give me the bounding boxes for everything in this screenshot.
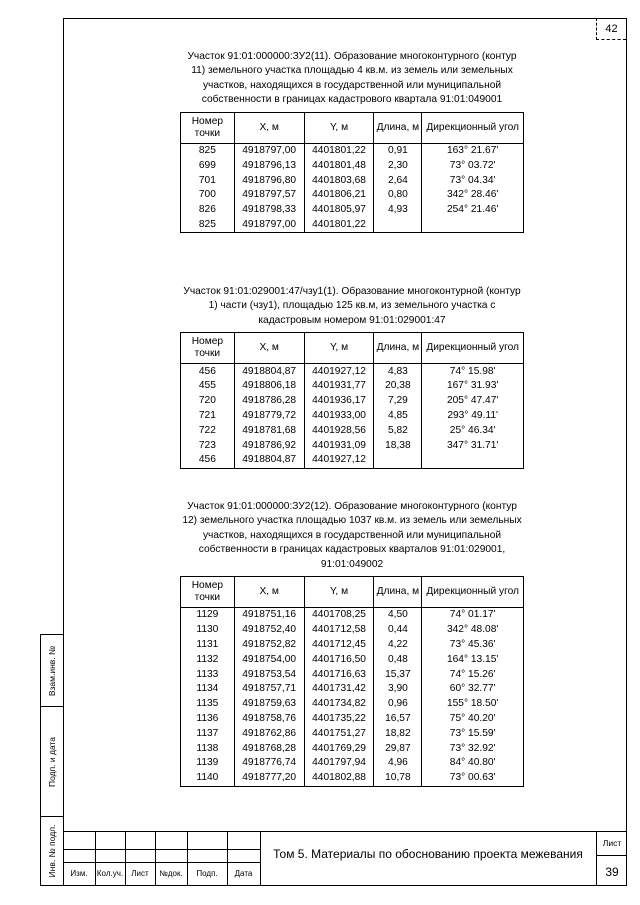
column-header: Длина, м bbox=[374, 333, 422, 364]
table-cell: 342° 48.08' bbox=[422, 623, 524, 638]
table-cell: 3,90 bbox=[374, 682, 422, 697]
table-row bbox=[181, 608, 524, 623]
column-header: Дирекционный угол bbox=[422, 112, 524, 143]
table-cell: 4401734,82 bbox=[304, 697, 374, 712]
table-cell: 4,83 bbox=[374, 364, 422, 379]
title-block-column-label: №док. bbox=[159, 869, 183, 878]
table-cell: 1134 bbox=[181, 682, 235, 697]
table-cell: 4401769,29 bbox=[304, 741, 374, 756]
table-cell: 720 bbox=[181, 394, 235, 409]
table-cell: 29,87 bbox=[374, 741, 422, 756]
table-cell: 1138 bbox=[181, 741, 235, 756]
table-cell: 4918786,92 bbox=[234, 438, 304, 453]
table-cell: 1137 bbox=[181, 726, 235, 741]
table-cell: 205° 47.47' bbox=[422, 394, 524, 409]
table-row bbox=[181, 771, 524, 786]
table-cell: 4918781,68 bbox=[234, 423, 304, 438]
table-cell: 73° 03.72' bbox=[422, 158, 524, 173]
table-cell: 4401712,58 bbox=[304, 623, 374, 638]
table-row bbox=[181, 682, 524, 697]
title-block-row-line bbox=[596, 855, 627, 856]
table-cell: 73° 15.59' bbox=[422, 726, 524, 741]
title-block-column-label: Кол.уч. bbox=[96, 869, 124, 878]
table-cell: 75° 40.20' bbox=[422, 712, 524, 727]
table-cell: 16,57 bbox=[374, 712, 422, 727]
table-cell: 1140 bbox=[181, 771, 235, 786]
table-cell: 825 bbox=[181, 218, 235, 233]
table-cell: 4401927,12 bbox=[304, 453, 374, 468]
table-cell: 825 bbox=[181, 143, 235, 158]
table-row bbox=[181, 638, 524, 653]
table-caption: Участок 91:01:029001:47/чзу1(1). Образование многоконтурной (контур 1) части (чзу1), площадью 125 кв.м, из земельного участка с кадастровым номером 91:01:029001:47 bbox=[183, 286, 521, 326]
table-cell: 4401751,27 bbox=[304, 726, 374, 741]
table-cell: 1130 bbox=[181, 623, 235, 638]
table-row bbox=[181, 623, 524, 638]
table-cell: 73° 00.63' bbox=[422, 771, 524, 786]
table-cell bbox=[422, 453, 524, 468]
table-row bbox=[181, 453, 524, 468]
table-cell: 4,93 bbox=[374, 203, 422, 218]
coordinate-table bbox=[180, 576, 524, 787]
table-row bbox=[181, 423, 524, 438]
table-cell: 10,78 bbox=[374, 771, 422, 786]
table-cell: 60° 32.77' bbox=[422, 682, 524, 697]
table-cell: 721 bbox=[181, 409, 235, 424]
table-row bbox=[181, 697, 524, 712]
table-cell: 4,50 bbox=[374, 608, 422, 623]
table-cell: 4401735,22 bbox=[304, 712, 374, 727]
table-cell: 74° 01.17' bbox=[422, 608, 524, 623]
table-row bbox=[181, 667, 524, 682]
table-cell: 4401731,42 bbox=[304, 682, 374, 697]
table-cell: 84° 40.80' bbox=[422, 756, 524, 771]
column-header: Номер точки bbox=[181, 112, 235, 143]
table-cell: 4,22 bbox=[374, 638, 422, 653]
table-cell bbox=[374, 218, 422, 233]
table-cell: 4401712,45 bbox=[304, 638, 374, 653]
table-cell: 456 bbox=[181, 364, 235, 379]
title-block-column-label: Изм. bbox=[70, 869, 88, 878]
table-row bbox=[181, 712, 524, 727]
table-cell: 5,82 bbox=[374, 423, 422, 438]
table-cell: 20,38 bbox=[374, 379, 422, 394]
table-row bbox=[181, 364, 524, 379]
table-cell: 4401708,25 bbox=[304, 608, 374, 623]
table-cell: 699 bbox=[181, 158, 235, 173]
coordinate-block bbox=[180, 50, 524, 233]
table-cell: 342° 28.46' bbox=[422, 188, 524, 203]
column-header: X, м bbox=[234, 577, 304, 608]
table-cell: 167° 31.93' bbox=[422, 379, 524, 394]
table-cell: 4401801,48 bbox=[304, 158, 374, 173]
column-header: Y, м bbox=[304, 577, 374, 608]
table-cell: 4401931,77 bbox=[304, 379, 374, 394]
table-cell: 1131 bbox=[181, 638, 235, 653]
table-cell: 4918796,13 bbox=[234, 158, 304, 173]
table-row bbox=[181, 409, 524, 424]
table-cell: 4918754,00 bbox=[234, 652, 304, 667]
table-cell: 4918786,28 bbox=[234, 394, 304, 409]
title-block-row-line bbox=[63, 849, 260, 850]
table-row bbox=[181, 394, 524, 409]
table-cell: 254° 21.46' bbox=[422, 203, 524, 218]
table-cell: 455 bbox=[181, 379, 235, 394]
column-header: Дирекционный угол bbox=[422, 333, 524, 364]
table-caption: Участок 91:01:000000:ЗУ2(12). Образование многоконтурного (контур 12) земельного участка площадью 1037 кв.м. из земель или земельных участков, находящихся в государственной или муниципальной собственности в границах кадастровых кварталов 91:01:029001, 91:01:049002 bbox=[182, 501, 522, 570]
table-row bbox=[181, 218, 524, 233]
table-cell: 4401803,68 bbox=[304, 173, 374, 188]
table-cell: 1136 bbox=[181, 712, 235, 727]
table-cell: 1135 bbox=[181, 697, 235, 712]
sheet-number: 39 bbox=[605, 865, 619, 879]
table-cell: 4918762,86 bbox=[234, 726, 304, 741]
coordinate-block bbox=[180, 500, 524, 787]
table-cell bbox=[374, 453, 422, 468]
coordinate-table bbox=[180, 332, 524, 469]
table-cell: 4918804,87 bbox=[234, 453, 304, 468]
column-header: Y, м bbox=[304, 333, 374, 364]
table-cell: 4918776,74 bbox=[234, 756, 304, 771]
table-cell: 4918752,40 bbox=[234, 623, 304, 638]
column-header: Длина, м bbox=[374, 577, 422, 608]
table-cell: 456 bbox=[181, 453, 235, 468]
column-header: Номер точки bbox=[181, 577, 235, 608]
table-cell: 4918797,00 bbox=[234, 143, 304, 158]
table-cell: 722 bbox=[181, 423, 235, 438]
coordinate-block bbox=[180, 285, 524, 469]
table-row bbox=[181, 188, 524, 203]
table-row bbox=[181, 143, 524, 158]
table-cell: 1129 bbox=[181, 608, 235, 623]
table-cell: 4918779,72 bbox=[234, 409, 304, 424]
table-row bbox=[181, 726, 524, 741]
table-cell: 2,30 bbox=[374, 158, 422, 173]
table-cell: 18,38 bbox=[374, 438, 422, 453]
table-cell: 4918796,80 bbox=[234, 173, 304, 188]
table-cell: 4918752,82 bbox=[234, 638, 304, 653]
title-block-row-line bbox=[63, 862, 260, 863]
table-cell: 4,96 bbox=[374, 756, 422, 771]
table-cell: 4918759,63 bbox=[234, 697, 304, 712]
side-stamp bbox=[40, 634, 63, 886]
side-stamp-inv-orig: Инв. № подл. bbox=[47, 824, 57, 878]
table-cell: 701 bbox=[181, 173, 235, 188]
table-cell: 4918798,33 bbox=[234, 203, 304, 218]
table-cell: 25° 46.34' bbox=[422, 423, 524, 438]
table-cell: 4918757,71 bbox=[234, 682, 304, 697]
table-cell: 155° 18.50' bbox=[422, 697, 524, 712]
table-cell: 4401931,09 bbox=[304, 438, 374, 453]
table-cell: 347° 31.71' bbox=[422, 438, 524, 453]
table-cell: 4401805,97 bbox=[304, 203, 374, 218]
table-cell: 4918804,87 bbox=[234, 364, 304, 379]
table-cell bbox=[422, 218, 524, 233]
table-cell: 4401801,22 bbox=[304, 143, 374, 158]
table-cell: 0,48 bbox=[374, 652, 422, 667]
table-cell: 73° 45.36' bbox=[422, 638, 524, 653]
top-sheet-number: 42 bbox=[596, 18, 626, 40]
table-cell: 4918751,16 bbox=[234, 608, 304, 623]
side-stamp-replace: Взам.инв. № bbox=[47, 645, 57, 697]
document-title: Том 5. Материалы по обоснованию проекта межевания bbox=[273, 847, 583, 861]
table-cell: 4918753,54 bbox=[234, 667, 304, 682]
table-cell: 4401928,56 bbox=[304, 423, 374, 438]
table-cell: 0,91 bbox=[374, 143, 422, 158]
table-cell: 164° 13.15' bbox=[422, 652, 524, 667]
column-header: Номер точки bbox=[181, 333, 235, 364]
table-cell: 2,64 bbox=[374, 173, 422, 188]
table-cell: 4918797,57 bbox=[234, 188, 304, 203]
coordinate-table bbox=[180, 112, 524, 234]
table-cell: 1133 bbox=[181, 667, 235, 682]
table-row bbox=[181, 756, 524, 771]
table-cell: 4401806,21 bbox=[304, 188, 374, 203]
table-cell: 293° 49.11' bbox=[422, 409, 524, 424]
table-cell: 7,29 bbox=[374, 394, 422, 409]
table-cell: 4401936,17 bbox=[304, 394, 374, 409]
table-row bbox=[181, 158, 524, 173]
column-header: Длина, м bbox=[374, 112, 422, 143]
column-header: Дирекционный угол bbox=[422, 577, 524, 608]
table-cell: 700 bbox=[181, 188, 235, 203]
sheet-label: Лист bbox=[602, 838, 622, 848]
title-block-column-label: Подп. bbox=[196, 869, 218, 878]
table-cell: 74° 15.26' bbox=[422, 667, 524, 682]
title-block-column-label: Лист bbox=[131, 869, 149, 878]
table-cell: 4918758,76 bbox=[234, 712, 304, 727]
table-cell: 4401927,12 bbox=[304, 364, 374, 379]
table-cell: 4918768,28 bbox=[234, 741, 304, 756]
table-cell: 73° 32.92' bbox=[422, 741, 524, 756]
table-cell: 4401797,94 bbox=[304, 756, 374, 771]
table-cell: 0,96 bbox=[374, 697, 422, 712]
table-cell: 0,80 bbox=[374, 188, 422, 203]
table-cell: 18,82 bbox=[374, 726, 422, 741]
table-cell: 15,37 bbox=[374, 667, 422, 682]
table-cell: 4401933,00 bbox=[304, 409, 374, 424]
table-cell: 4918777,20 bbox=[234, 771, 304, 786]
table-cell: 1132 bbox=[181, 652, 235, 667]
table-cell: 163° 21.67' bbox=[422, 143, 524, 158]
table-cell: 4918806,18 bbox=[234, 379, 304, 394]
title-block-column-label: Дата bbox=[234, 869, 253, 878]
table-cell: 826 bbox=[181, 203, 235, 218]
column-header: X, м bbox=[234, 333, 304, 364]
column-header: X, м bbox=[234, 112, 304, 143]
table-row bbox=[181, 741, 524, 756]
table-cell: 4401801,22 bbox=[304, 218, 374, 233]
table-cell: 73° 04.34' bbox=[422, 173, 524, 188]
table-cell: 0,44 bbox=[374, 623, 422, 638]
side-stamp-sign-date: Подп. и дата bbox=[47, 736, 57, 788]
table-row bbox=[181, 173, 524, 188]
table-cell: 4401802,88 bbox=[304, 771, 374, 786]
table-cell: 4401716,50 bbox=[304, 652, 374, 667]
table-cell: 74° 15.98' bbox=[422, 364, 524, 379]
table-cell: 4918797,00 bbox=[234, 218, 304, 233]
table-row bbox=[181, 203, 524, 218]
table-caption: Участок 91:01:000000:ЗУ2(11). Образование многоконтурного (контур 11) земельного участка площадью 4 кв.м. из земель или земельных участков, находящихся в государственной или муниципальной собственности в границах кадастрового квартала 91:01:049001 bbox=[187, 51, 517, 106]
table-row bbox=[181, 379, 524, 394]
table-cell: 723 bbox=[181, 438, 235, 453]
table-cell: 4401716,63 bbox=[304, 667, 374, 682]
table-row bbox=[181, 438, 524, 453]
table-cell: 1139 bbox=[181, 756, 235, 771]
table-cell: 4,85 bbox=[374, 409, 422, 424]
column-header: Y, м bbox=[304, 112, 374, 143]
table-row bbox=[181, 652, 524, 667]
